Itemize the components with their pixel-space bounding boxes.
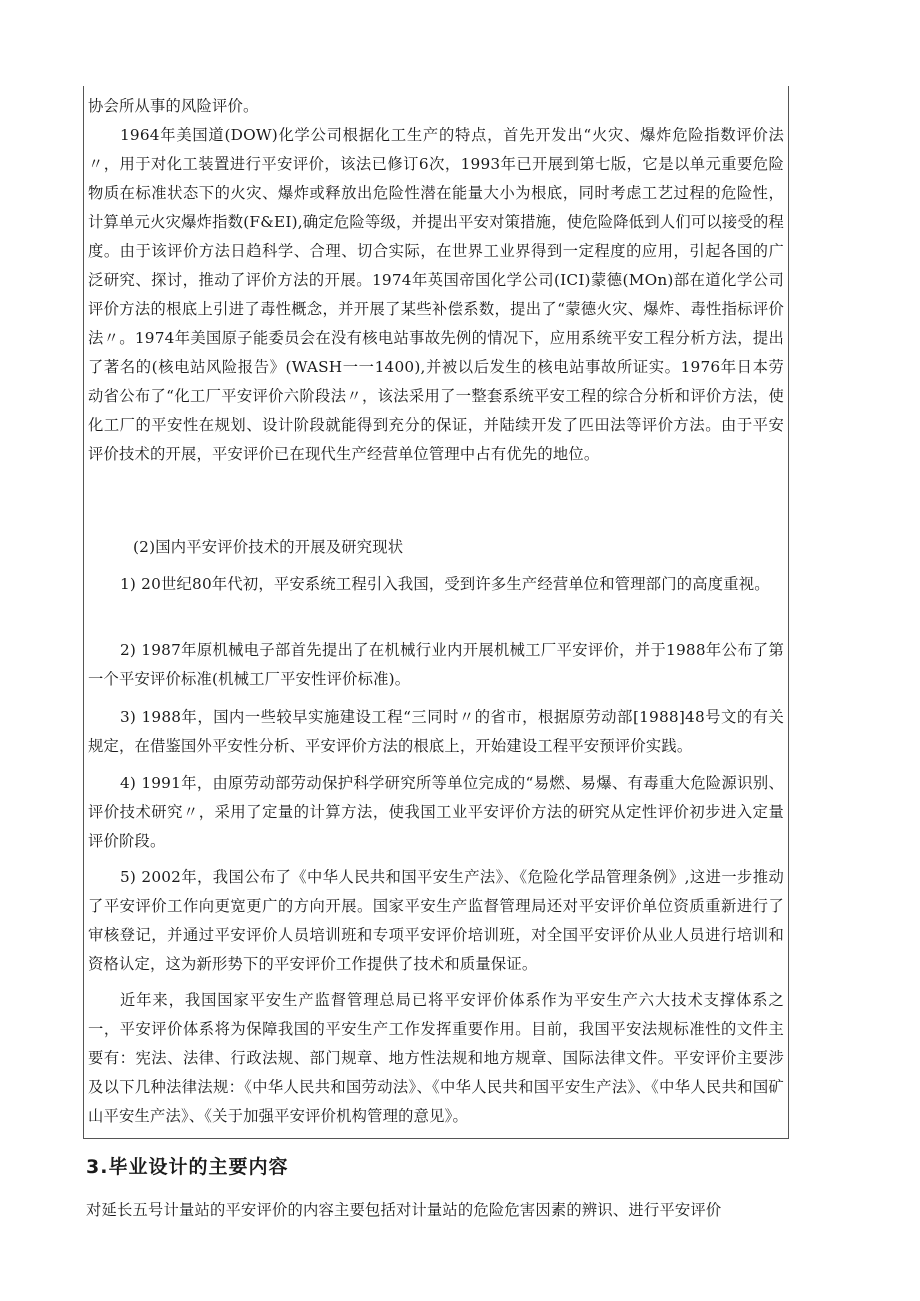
list-item-4: 4) 1991年，由原劳动部劳动保护科学研究所等单位完成的“易燃、易爆、有毒重大危险源识别、评价技术研究〃，采用了定量的计算方法，使我国工业平安评价方法的研究从定性评价初步进入定量评价阶段。 xyxy=(88,774,784,850)
section-heading-3: 3.毕业设计的主要内容 xyxy=(86,1156,289,1178)
paragraph-1: 协会所从事的风险评价。 xyxy=(88,97,259,115)
paragraph-main-content: 对延长五号计量站的平安评价的内容主要包括对计量站的危险危害因素的辨识、进行平安评价 xyxy=(86,1201,722,1219)
list-item-3: 3) 1988年，国内一些较早实施建设工程“三同时〃的省市，根据原劳动部[1988]48号文的有关规定，在借鉴国外平安性分析、平安评价方法的根底上，开始建设工程平安预评价实践。 xyxy=(88,708,784,755)
list-item-1: 1) 20世纪80年代初，平安系统工程引入我国，受到许多生产经营单位和管理部门的高度重视。 xyxy=(120,575,770,593)
subheading-domestic: (2)国内平安评价技术的开展及研究现状 xyxy=(133,538,404,556)
list-item-2: 2) 1987年原机械电子部首先提出了在机械行业内开展机械工厂平安评价，并于1988年公布了第一个平安评价标准(机械工厂平安性评价标准)。 xyxy=(88,641,784,688)
paragraph-dow-history: 1964年美国道(DOW)化学公司根据化工生产的特点，首先开发出“火灾、爆炸危险指数评价法〃，用于对化工装置进行平安评价，该法已修订6次，1993年已开展到第七版，它是以单元重要危险物质在标准状态下的火灾、爆炸或释放出危险性潜在能量大小为根底，同时考虑工艺过程的危险性，计算单元火灾爆炸指数(F&EI),确定危险等级，并提出平安对策措施，使危险降低到人们可以接受的程度。由于该评价方法日趋科学、合理、切合实际，在世界工业界得到一定程度的应用，引起各国的广泛研究、探讨，推动了评价方法的开展。1974年英国帝国化学公司(ICI)蒙德(MOn)部在道化学公司评价方法的根底上引进了毒性概念，并开展了某些补偿系数，提出了“蒙德火灾、爆炸、毒性指标评价法〃。1974年美国原子能委员会在没有核电站事故先例的情况下，应用系统平安工程分析方法，提出了著名的(核电站风险报告》(WASH一一1400),并被以后发生的核电站事故所证实。1976年日本劳动省公布了“化工厂平安评价六阶段法〃，该法采用了一整套系统平安工程的综合分析和评价方法，使化工厂的平安性在规划、设计阶段就能得到充分的保证，并陆续开发了匹田法等评价方法。由于平安评价技术的开展，平安评价已在现代生产经营单位管理中占有优先的地位。 xyxy=(88,126,784,463)
list-item-5: 5) 2002年，我国公布了《中华人民共和国平安生产法》、《危险化学品管理条例》,这进一步推动了平安评价工作向更宽更广的方向开展。国家平安生产监督管理局还对平安评价单位资质重新进行了审核登记，并通过平安评价人员培训班和专项平安评价培训班，对全国平安评价从业人员进行培训和资格认定，这为新形势下的平安评价工作提供了技术和质量保证。 xyxy=(88,868,784,973)
paragraph-recent: 近年来，我国国家平安生产监督管理总局已将平安评价体系作为平安生产六大技术支撑体系之一，平安评价体系将为保障我国的平安生产工作发挥重要作用。目前，我国平安法规标准性的文件主要有：宪法、法律、行政法规、部门规章、地方性法规和地方规章、国际法律文件。平安评价主要涉及以下几种法律法规：《中华人民共和国劳动法》、《中华人民共和国平安生产法》、《中华人民共和国矿山平安生产法》、《关于加强平安评价机构管理的意见》。 xyxy=(88,991,784,1125)
